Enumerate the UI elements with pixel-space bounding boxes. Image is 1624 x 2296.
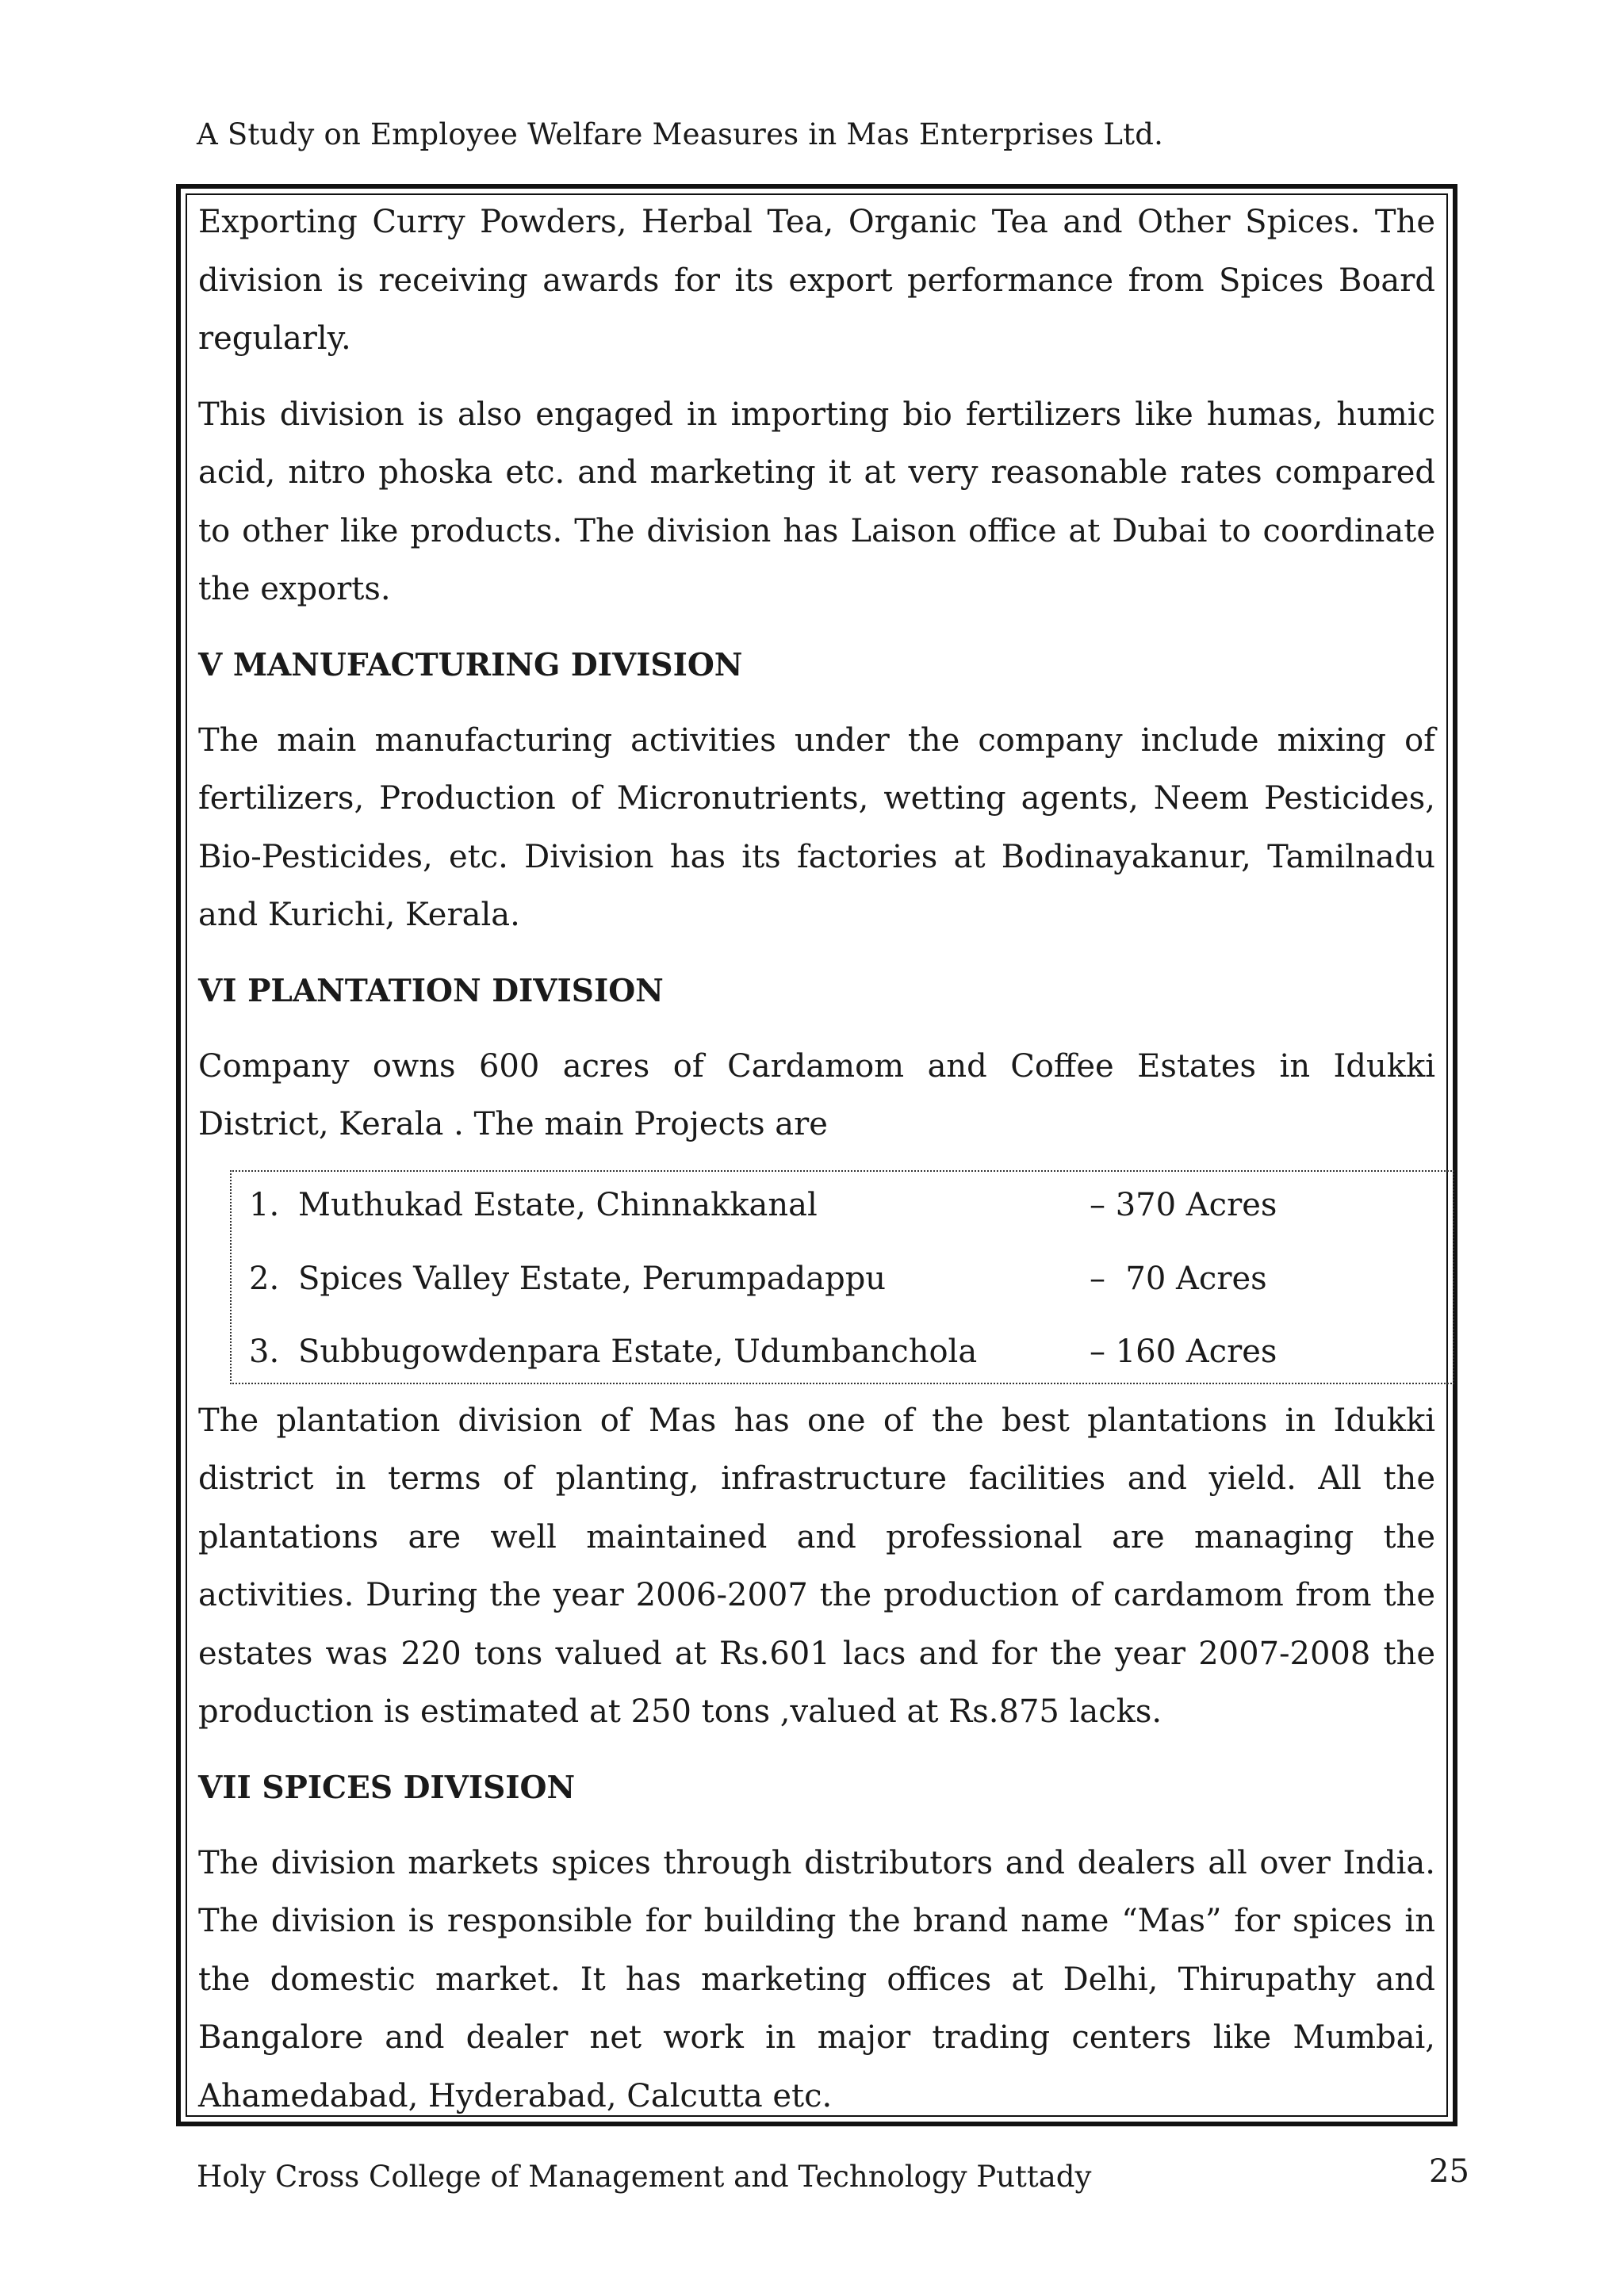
- estate-row: [249, 1328, 1423, 1376]
- paragraph-spices: The division markets spices through distributors and dealers all over India. The division is responsible for building the brand name “Mas” for spices in the domestic market. It has marketing offices at Delhi, Thirupathy and Bangalore and dealer net work in major trading centers like Mumbai, Ahamedabad, Hyderabad, Calcutta etc.: [198, 1844, 1435, 2114]
- estate-name: Muthukad Estate, Chinnakkanal: [298, 1186, 818, 1223]
- paragraph-fertilizers: This division is also engaged in importing bio fertilizers like humas, humic acid, nitro phoska etc. and marketing it at very reasonable rates compared to other like products. The division has Laison office at Dubai to coordinate the exports.: [198, 396, 1435, 607]
- estate-row: [249, 1181, 1423, 1229]
- heading-manufacturing-division: V MANUFACTURING DIVISION: [198, 646, 743, 683]
- heading-plantation-division: VI PLANTATION DIVISION: [198, 972, 664, 1009]
- page-content: [198, 193, 1435, 2126]
- running-header: A Study on Employee Welfare Measures in Mas Enterprises Ltd.: [197, 117, 1164, 151]
- paragraph-exports: Exporting Curry Powders, Herbal Tea, Organic Tea and Other Spices. The division is receiving awards for its export performance from Spices Board regularly.: [198, 204, 1435, 357]
- paragraph-plantation-detail: The plantation division of Mas has one of the best plantations in Idukki district in terms of planting, infrastructure facilities and yield. All the plantations are well maintained and professional are managing the activities. During the year 2006-2007 the production of cardamom from the estates was 220 tons valued at Rs.601 lacs and for the year 2007-2008 the production is estimated at 250 tons ,valued at Rs.875 lacks.: [198, 1402, 1435, 1730]
- estate-area: – 70 Acres: [1090, 1260, 1267, 1297]
- estate-number: 2.: [249, 1260, 280, 1297]
- estate-number: 1.: [249, 1186, 280, 1223]
- estate-area: – 160 Acres: [1090, 1333, 1277, 1370]
- footer-college-name: Holy Cross College of Management and Technology Puttady: [197, 2160, 1092, 2194]
- paragraph-manufacturing: The main manufacturing activities under the company include mixing of fertilizers, Production of Micronutrients, wetting agents, Neem Pesticides, Bio-Pesticides, etc. Division has its factories at Bodinayakanur, Tamilnadu and Kurichi, Kerala.: [198, 721, 1435, 933]
- estate-name: Spices Valley Estate, Perumpadappu: [298, 1260, 887, 1297]
- page-number: 25: [1429, 2153, 1469, 2190]
- heading-spices-division: VII SPICES DIVISION: [198, 1769, 576, 1806]
- estate-area: – 370 Acres: [1090, 1186, 1277, 1223]
- paragraph-plantation-intro: Company owns 600 acres of Cardamom and Coffee Estates in Idukki District, Kerala . The main Projects are: [198, 1047, 1435, 1142]
- estate-row: [249, 1255, 1423, 1303]
- estate-number: 3.: [249, 1333, 280, 1370]
- estate-name: Subbugowdenpara Estate, Udumbanchola: [298, 1333, 978, 1370]
- estate-list: [230, 1170, 1454, 1384]
